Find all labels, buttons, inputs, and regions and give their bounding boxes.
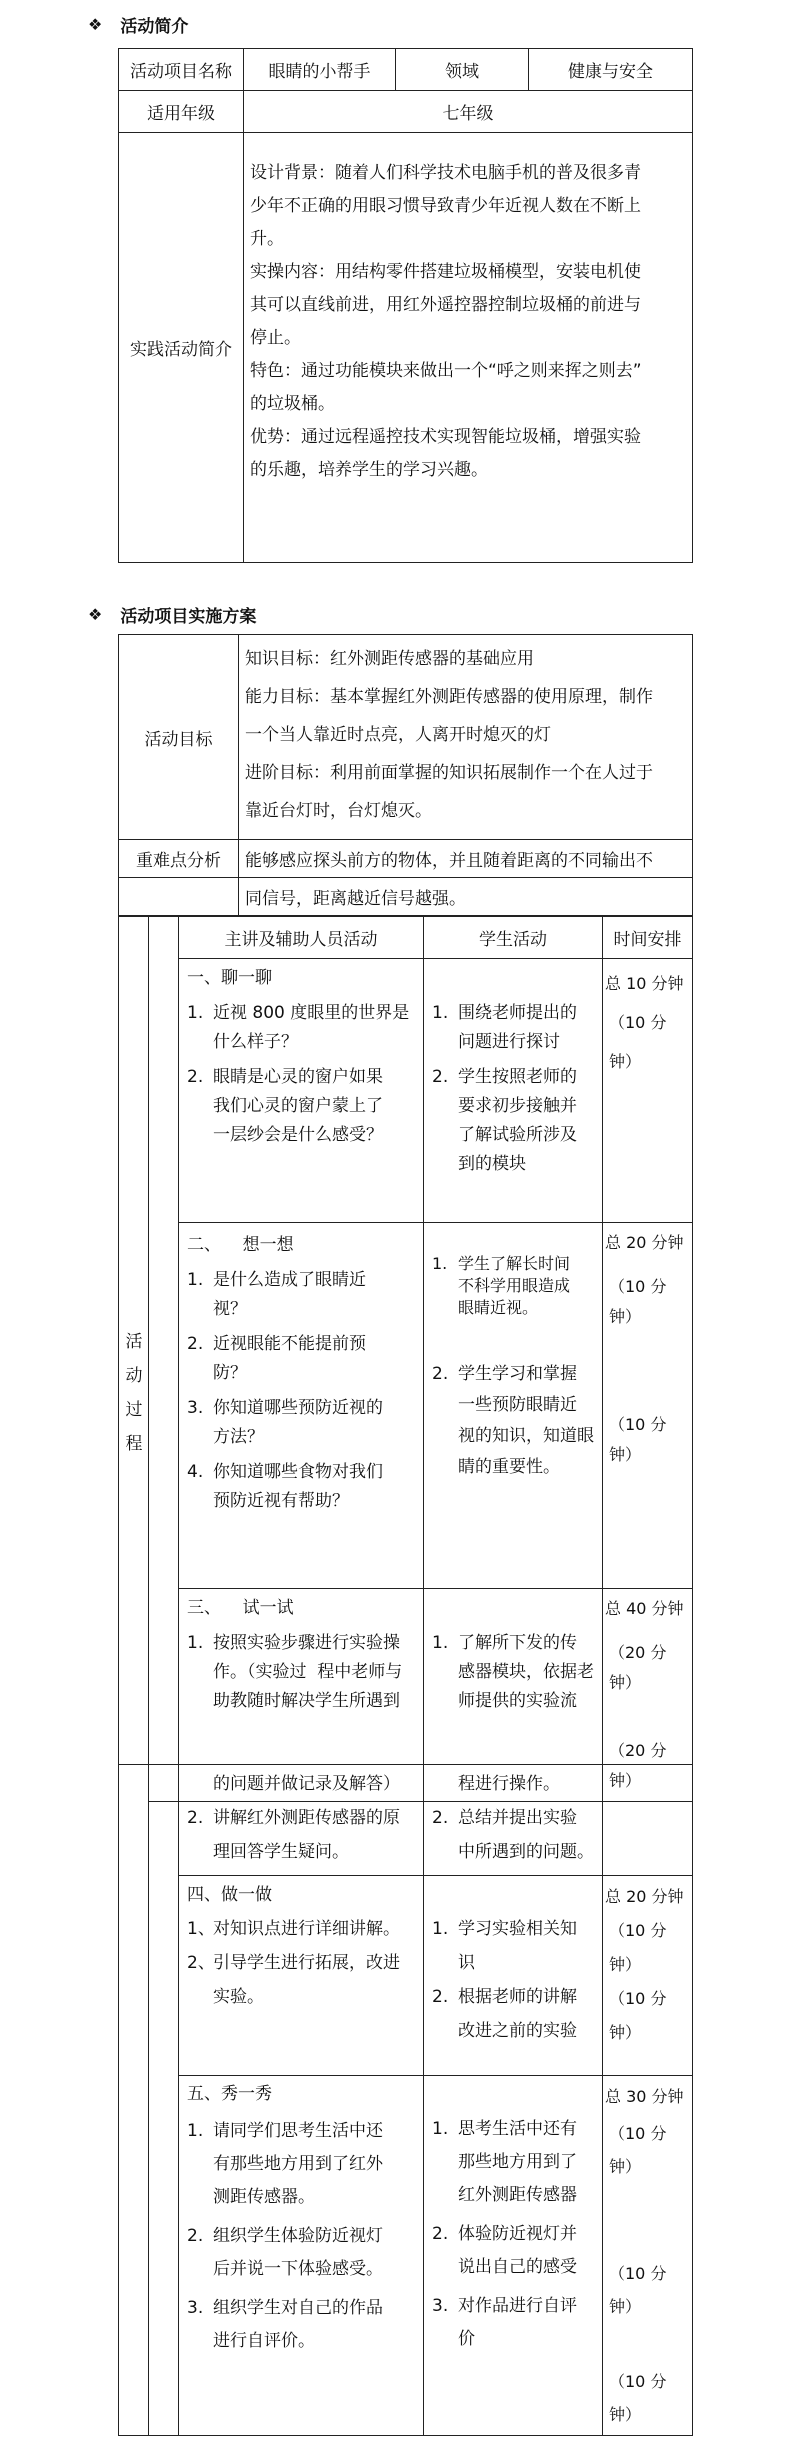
stage3b-time [603, 1765, 693, 1876]
intro-line: 其可以直线前进，用红外遥控器控制垃圾桶的前进与 [250, 295, 641, 315]
intro-line: 设计背景：随着人们科学技术电脑手机的普及很多青 [250, 163, 641, 183]
list-item: 2. 学生按照老师的 要求初步接触并 了解试验所涉及 到的模块 [432, 1067, 577, 1174]
process-label-char: 动 [125, 1366, 143, 1386]
stage-title: 五、秀一秀 [187, 2084, 272, 2104]
list-item: 1. 思考生活中还有 那些地方用到了 红外测距传感器 [432, 2119, 577, 2205]
stage1-teacher [179, 959, 424, 1223]
stage4-teacher [179, 1876, 424, 2076]
key-points-line2: 同信号，距离越近信号越强。 [239, 878, 693, 916]
goal-content [239, 635, 693, 840]
project-name-value: 眼睛的小帮手 [244, 49, 396, 91]
goal-label: 活动目标 [119, 635, 239, 840]
section-heading-intro [88, 12, 188, 37]
stage5-student [424, 2076, 603, 2436]
intro-line: 升。 [250, 229, 284, 249]
stage-title: 一、聊一聊 [187, 968, 272, 988]
intro-line: 停止。 [250, 328, 301, 348]
process-label-cell-cont [119, 1765, 149, 2436]
process-spacer-cont [149, 1765, 179, 2436]
goal-line: 知识目标：红外测距传感器的基础应用 [245, 649, 534, 669]
intro-line: 少年不正确的用眼习惯导致青少年近视人数在不断上 [250, 196, 641, 216]
stage4-student [424, 1876, 603, 2076]
list-item: 1. 了解所下发的传 感器模块，依据老 师提供的实验流 [432, 1633, 594, 1711]
section-title: 活动项目实施方案 [120, 607, 257, 627]
stage-title: 四、做一做 [187, 1885, 272, 1905]
stage5-time: 总 30 分钟 （10 分钟） （10 分钟） （10 分钟） [603, 2076, 693, 2436]
col-header-time: 时间安排 [603, 917, 693, 959]
list-item: 1. 按照实验步骤进行实验操 作。（实验过 程中老师与 助教随时解决学生所遇到 [187, 1633, 403, 1711]
practice-intro-content [244, 133, 693, 563]
practice-intro-label: 实践活动简介 [119, 133, 244, 563]
stage1-student [424, 959, 603, 1223]
intro-line: 的垃圾桶。 [250, 394, 335, 414]
list-item: 2. 根据老师的讲解 改进之前的实验 [432, 1987, 577, 2041]
diamond-bullet-icon: ❖ [88, 15, 103, 34]
process-label-char: 程 [125, 1434, 143, 1454]
stage2-teacher [179, 1223, 424, 1589]
list-item: 1. 近视 800 度眼里的世界是 什么样子？ [187, 1003, 410, 1052]
intro-line: 优势：通过远程遥控技术实现智能垃圾桶，增强实验 [250, 427, 641, 447]
list-item: 3. 对作品进行自评 价 [432, 2296, 577, 2349]
stage3-time: 总 40 分钟 （20 分钟） （20 分钟） [603, 1589, 693, 1802]
stage-title: 二、 想一想 [187, 1235, 294, 1255]
list-item: 1. 学习实验相关知 识 [432, 1919, 577, 1973]
continued-text: 的问题并做记录及解答） [213, 1774, 400, 1794]
section-heading-plan [88, 602, 256, 627]
stage-title: 三、 试一试 [187, 1598, 294, 1618]
list-item: 1. 学生了解长时间 不科学用眼造成 眼睛近视。 [432, 1254, 571, 1317]
list-item: 2. 学生学习和掌握 一些预防眼睛近 视的知识，知道眼 睛的重要性。 [432, 1364, 594, 1477]
stage3b-teacher [179, 1765, 424, 1876]
intro-line: 的乐趣，培养学生的学习兴趣。 [250, 460, 488, 480]
goal-line: 能力目标：基本掌握红外测距传感器的使用原理，制作 [245, 687, 653, 707]
stage1-time: 总 10 分钟 （10 分钟） [603, 959, 693, 1223]
col-header-teacher: 主讲及辅助人员活动 [179, 917, 424, 959]
process-table-continued [118, 1764, 693, 2436]
field-label: 领域 [396, 49, 529, 91]
grade-value: 七年级 [244, 91, 693, 133]
section-title: 活动简介 [120, 17, 189, 37]
list-item: 1. 请同学们思考生活中还 有那些地方用到了红外 测距传感器。 [187, 2121, 383, 2207]
process-table [118, 916, 693, 1802]
process-label [124, 1325, 144, 1461]
list-item: 3. 你知道哪些预防近视的 方法？ [187, 1398, 383, 1447]
stage3b-student [424, 1765, 603, 1876]
empty-cell [119, 878, 239, 916]
goal-line: 靠近台灯时，台灯熄灭。 [245, 801, 432, 821]
process-label-char: 活 [125, 1332, 143, 1352]
list-item: 3. 组织学生对自己的作品 进行自评价。 [187, 2298, 383, 2351]
list-item: 4. 你知道哪些食物对我们 预防近视有帮助？ [187, 1462, 383, 1511]
list-item: 2、 引导学生进行拓展，改进 实验。 [187, 1953, 400, 2007]
list-item: 2. 眼睛是心灵的窗户如果 我们心灵的窗户蒙上了 一层纱会是什么感受？ [187, 1067, 383, 1145]
list-item: 2. 组织学生体验防近视灯 后并说一下体验感受。 [187, 2226, 383, 2279]
goal-line: 一个当人靠近时点亮，人离开时熄灭的灯 [245, 725, 551, 745]
project-name-label: 活动项目名称 [119, 49, 244, 91]
list-item: 1. 是什么造成了眼睛近 视？ [187, 1270, 366, 1319]
stage2-student [424, 1223, 603, 1589]
field-value: 健康与安全 [529, 49, 693, 91]
stage4-time: 总 20 分钟 （10 分钟） （10 分钟） [603, 1876, 693, 2076]
stage5-teacher [179, 2076, 424, 2436]
goals-table [118, 634, 693, 916]
intro-line: 特色：通过功能模块来做出一个“呼之则来挥之则去” [250, 361, 642, 381]
stage2-time: 总 20 分钟 （10 分钟） （10 分钟） [603, 1223, 693, 1589]
process-spacer [149, 917, 179, 1802]
list-item: 2. 体验防近视灯并 说出自己的感受 [432, 2224, 577, 2277]
goal-line: 进阶目标：利用前面掌握的知识拓展制作一个在人过于 [245, 763, 653, 783]
continued-text: 程进行操作。 [458, 1774, 560, 1794]
col-header-student: 学生活动 [424, 917, 603, 959]
intro-table [118, 48, 693, 563]
grade-label: 适用年级 [119, 91, 244, 133]
list-item: 2. 总结并提出实验 中所遇到的问题。 [432, 1808, 594, 1862]
key-points-label: 重难点分析 [119, 840, 239, 878]
list-item: 2. 讲解红外测距传感器的原 理回答学生疑问。 [187, 1808, 400, 1862]
key-points-line1: 能够感应探头前方的物体，并且随着距离的不同输出不 [239, 840, 693, 878]
list-item: 1、 对知识点进行详细讲解。 [187, 1919, 400, 1939]
diamond-bullet-icon: ❖ [88, 605, 103, 624]
list-item: 2. 近视眼能不能提前预 防？ [187, 1334, 366, 1383]
process-label-char: 过 [125, 1400, 143, 1420]
intro-line: 实操内容：用结构零件搭建垃圾桶模型，安装电机使 [250, 262, 641, 282]
list-item: 1. 围绕老师提出的 问题进行探讨 [432, 1003, 577, 1052]
